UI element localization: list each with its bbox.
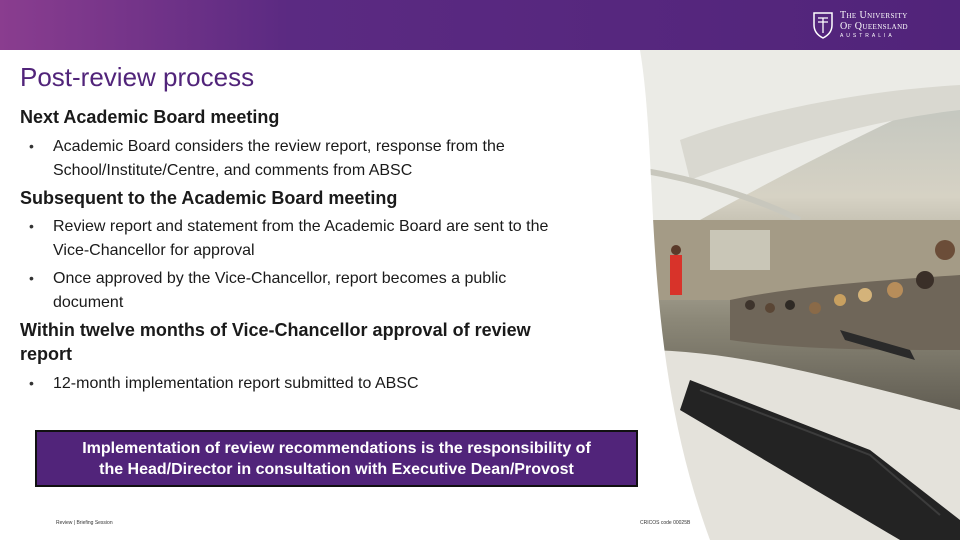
bullet-marker: • [29, 375, 34, 391]
footer-right: CRICOS code 00025B [640, 520, 691, 526]
section-heading-1: Next Academic Board meeting [20, 107, 280, 127]
university-logo[interactable] [812, 11, 908, 39]
bullet-text: Vice-Chancellor for approval [53, 242, 255, 259]
footer-left: Review | Briefing Session [56, 520, 113, 526]
bullet-text: School/Institute/Centre, and comments from ABSC [53, 162, 413, 179]
bullet-marker: • [29, 138, 34, 154]
section-heading-3: Within twelve months of Vice-Chancellor approval of review [20, 320, 531, 340]
responsibility-callout [35, 430, 638, 487]
bullet-marker: • [29, 218, 34, 234]
logo-line2: Of Queensland [839, 20, 908, 32]
bullet-text: Academic Board considers the review report, response from the [53, 138, 505, 155]
section-heading-2: Subsequent to the Academic Board meeting [20, 188, 398, 208]
logo-line3: AUSTRALIA [839, 33, 895, 39]
header-bar [0, 0, 960, 50]
bullet-text: document [53, 294, 124, 311]
bullet-marker: • [29, 270, 34, 286]
section-heading-3-cont: report [20, 344, 73, 364]
slide-title: Post-review process [20, 62, 255, 92]
bullet-text: 12-month implementation report submitted to ABSC [53, 375, 419, 392]
bullet-text: Review report and statement from the Academic Board are sent to the [53, 218, 549, 235]
logo-text [840, 11, 908, 39]
lecture-hall-photo [640, 50, 960, 540]
crest-icon [812, 11, 834, 39]
bullet-text: Once approved by the Vice-Chancellor, report becomes a public [53, 270, 507, 287]
callout-line2: the Head/Director in consultation with Executive Dean/Provost [99, 461, 574, 478]
callout-line1: Implementation of review recommendations is the responsibility of [82, 440, 591, 457]
logo-line1: The University [839, 10, 908, 21]
